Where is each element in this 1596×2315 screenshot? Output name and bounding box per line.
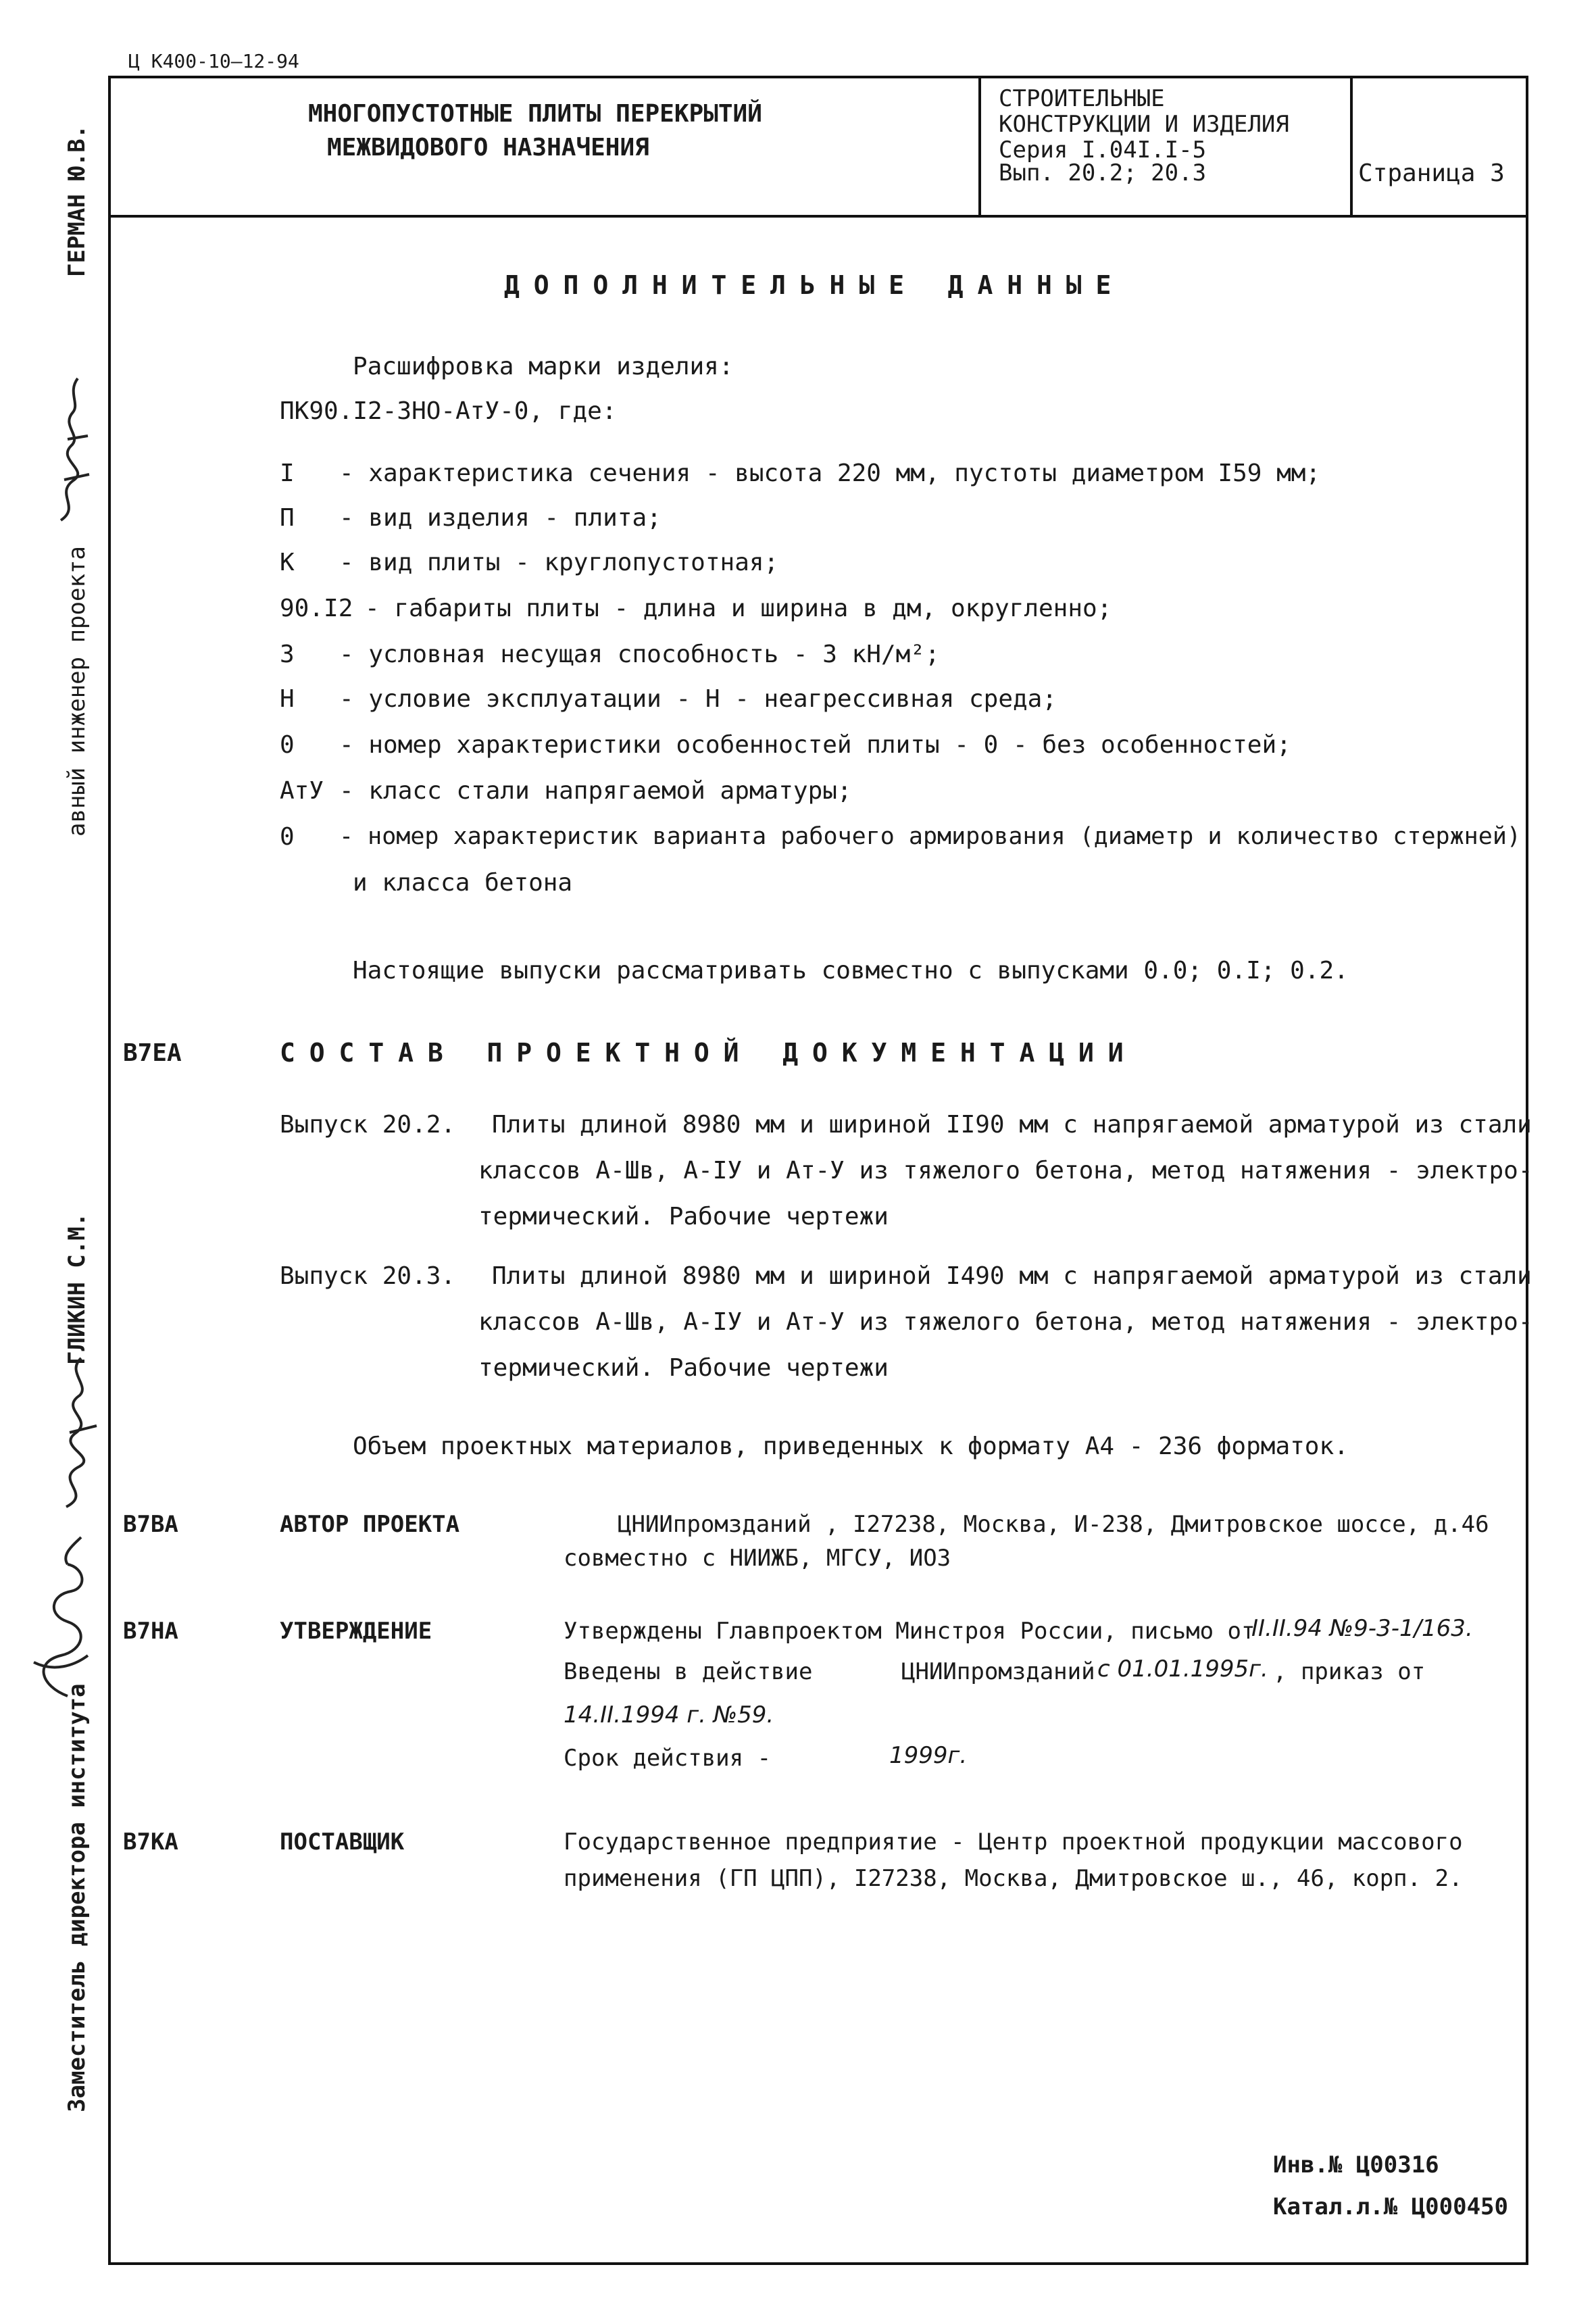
header-divider bbox=[108, 215, 1528, 218]
composition-code: В7ЕА bbox=[123, 1039, 182, 1067]
sidebar-top-role: авный инженер проекта bbox=[64, 546, 91, 837]
validity-label: Срок действия - bbox=[564, 1745, 772, 1772]
issue-line: термический. Рабочие чертежи bbox=[478, 1354, 889, 1382]
issue-line: Плиты длиной 8980 мм и шириной II90 мм с напрягаемой арматурой из стали bbox=[492, 1111, 1532, 1139]
item-code: АтУ bbox=[280, 777, 324, 805]
item-text: - вид плиты - круглопустотная; bbox=[339, 549, 779, 576]
header-page: Страница 3 bbox=[1358, 159, 1505, 187]
header-vline-1 bbox=[978, 76, 981, 216]
item-text: - класс стали напрягаемой арматуры; bbox=[339, 777, 852, 805]
sidebar-bottom-role: Заместитель директора института bbox=[64, 1683, 91, 2112]
supplier-line1: Государственное предприятие - Центр проектной продукции массового bbox=[564, 1828, 1463, 1856]
issue-label: Выпуск 20.2. bbox=[280, 1111, 456, 1139]
issue-line: Плиты длиной 8980 мм и шириной I490 мм с напрягаемой арматурой из стали bbox=[492, 1262, 1532, 1290]
item-text: - номер характеристики особенностей плиты - 0 - без особенностей; bbox=[339, 731, 1291, 759]
document-code: Ц К400-10—12-94 bbox=[128, 50, 299, 72]
approval-letter-number: II.II.94 №9-3-1/163. bbox=[1251, 1615, 1473, 1642]
header-series: Серия I.04I.I-5 bbox=[999, 136, 1207, 164]
author-label: АВТОР ПРОЕКТА bbox=[280, 1511, 460, 1538]
item-text: - характеристика сечения - высота 220 мм, пустоты диаметром I59 мм; bbox=[339, 459, 1321, 487]
header-issue: Вып. 20.2; 20.3 bbox=[999, 159, 1207, 186]
item-text: - условие эксплуатации - Н - неагрессивная среда; bbox=[339, 685, 1057, 713]
signature-deputy-director bbox=[20, 1527, 108, 1703]
approval-code: В7НА bbox=[123, 1618, 178, 1645]
item-code: Н bbox=[280, 685, 295, 713]
sidebar-top-name: ГЕРМАН Ю.В. bbox=[64, 124, 91, 277]
approval-effective-date: с 01.01.1995г. bbox=[1097, 1656, 1268, 1683]
issue-line: термический. Рабочие чертежи bbox=[478, 1203, 889, 1230]
volume-note: Объем проектных материалов, приведенных к формату А4 - 236 форматок. bbox=[353, 1433, 1349, 1460]
header-title-line1: МНОГОПУСТОТНЫЕ ПЛИТЫ ПЕРЕКРЫТИЙ bbox=[308, 100, 762, 128]
approval-order-date: 14.II.1994 г. №59. bbox=[564, 1701, 774, 1728]
inventory-number: Инв.№ Ц00316 bbox=[1273, 2151, 1439, 2179]
supplier-code: В7КА bbox=[123, 1828, 178, 1856]
item-code: 90.I2 bbox=[280, 595, 353, 622]
author-line2: совместно с НИИЖБ, МГСУ, ИОЗ bbox=[564, 1545, 951, 1572]
item-text: - номер характеристик варианта рабочего армирования (диаметр и количество стержней) bbox=[339, 823, 1521, 850]
approval-label: УТВЕРЖДЕНИЕ bbox=[280, 1618, 432, 1645]
item-code: П bbox=[280, 504, 295, 532]
item-continuation: и класса бетона bbox=[353, 869, 573, 897]
signature-german bbox=[41, 324, 101, 527]
header-title-line2: МЕЖВИДОВОГО НАЗНАЧЕНИЯ bbox=[327, 134, 649, 161]
mark-code: ПК90.I2-3НО-АтУ-0, где: bbox=[280, 397, 617, 425]
decode-label: Расшифровка марки изделия: bbox=[353, 353, 734, 380]
approval-org: ЦНИИпромзданий bbox=[901, 1658, 1095, 1685]
signature-glikin bbox=[39, 1324, 107, 1514]
related-issues-note: Настоящие выпуски рассматривать совместно с выпусками 0.0; 0.I; 0.2. bbox=[353, 957, 1349, 985]
approval-line1: Утверждены Главпроектом Минстроя России, письмо от bbox=[564, 1618, 1255, 1645]
supplier-label: ПОСТАВЩИК bbox=[280, 1828, 405, 1856]
issue-line: классов А-Шв, А-IУ и Ат-У из тяжелого бетона, метод натяжения - электро- bbox=[478, 1308, 1533, 1336]
sidebar-mid-name: ГЛИКИН С.М. bbox=[64, 1212, 91, 1365]
author-line1: ЦНИИпромзданий , I27238, Москва, И-238, Дмитровское шоссе, д.46 bbox=[618, 1511, 1489, 1538]
approval-effective-label: Введены в действие bbox=[564, 1658, 813, 1685]
item-text: - вид изделия - плита; bbox=[339, 504, 662, 532]
item-code: 0 bbox=[280, 823, 295, 851]
additional-heading: ДОПОЛНИТЕЛЬНЫЕ ДАННЫЕ bbox=[504, 270, 1126, 300]
supplier-line2: применения (ГП ЦПП), I27238, Москва, Дмитровское ш., 46, корп. 2. bbox=[564, 1865, 1463, 1892]
item-code: 3 bbox=[280, 641, 295, 668]
header-vline-2 bbox=[1350, 76, 1353, 216]
catalog-number: Катал.л.№ Ц000450 bbox=[1273, 2193, 1508, 2220]
validity-year: 1999г. bbox=[889, 1742, 968, 1769]
header-category-line1: СТРОИТЕЛЬНЫЕ bbox=[999, 85, 1165, 112]
header-category-line2: КОНСТРУКЦИИ И ИЗДЕЛИЯ bbox=[999, 111, 1289, 138]
approval-order-label: , приказ от bbox=[1273, 1658, 1426, 1685]
item-code: I bbox=[280, 459, 295, 487]
item-text: - габариты плиты - длина и ширина в дм, округленно; bbox=[365, 595, 1112, 622]
composition-heading: СОСТАВ ПРОЕКТНОЙ ДОКУМЕНТАЦИИ bbox=[280, 1038, 1138, 1068]
item-text: - условная несущая способность - 3 кН/м²; bbox=[339, 641, 940, 668]
author-code: В7ВА bbox=[123, 1511, 178, 1538]
item-code: К bbox=[280, 549, 295, 576]
item-code: 0 bbox=[280, 731, 295, 759]
issue-label: Выпуск 20.3. bbox=[280, 1262, 456, 1290]
issue-line: классов А-Шв, А-IУ и Ат-У из тяжелого бетона, метод натяжения - электро- bbox=[478, 1157, 1533, 1185]
